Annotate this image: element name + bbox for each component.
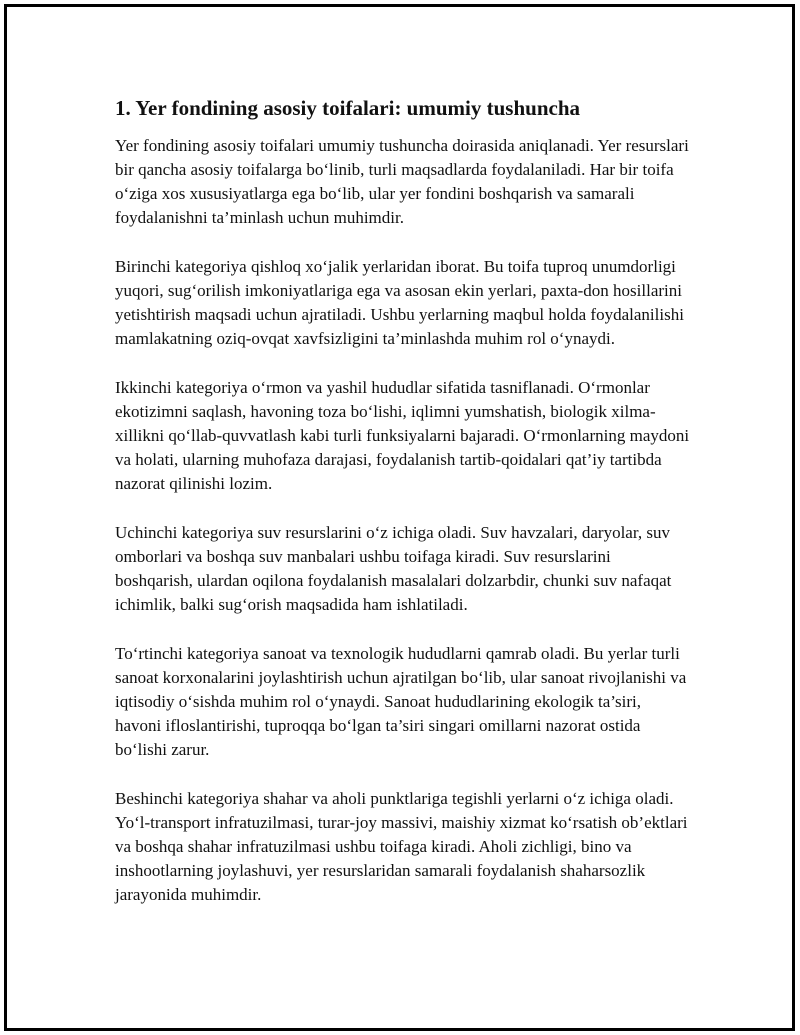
section-heading: 1. Yer fondining asosiy toifalari: umumiy tushuncha bbox=[115, 96, 580, 120]
document-body bbox=[115, 95, 690, 932]
paragraph-industrial-land: To‘rtinchi kategoriya sanoat va texnologik hududlarni qamrab oladi. Bu yerlar turli sanoat korxonalarini joylashtirish uchun ajratilgan bo‘lib, ular sanoat rivojlanishi va iqtisodiy o‘sishda muhim rol o‘ynaydi. Sanoat hududlarining ekologik ta’siri, havoni ifloslantirishi, tuproqqa bo‘lgan ta’siri singari omillarni nazorat ostida bo‘lishi zarur. bbox=[115, 644, 687, 759]
paragraph-intro: Yer fondining asosiy toifalari umumiy tushuncha doirasida aniqlanadi. Yer resurslari bir qancha asosiy toifalarga bo‘linib, turli maqsadlarda foydalaniladi. Har bir toifa o‘ziga xos xususiyatlarga ega bo‘lib, ular yer fondini boshqarish va samarali foydalanishni ta’minlash uchun muhimdir. bbox=[115, 136, 689, 227]
paragraph-water-resources: Uchinchi kategoriya suv resurslarini o‘z ichiga oladi. Suv havzalari, daryolar, suv omborlari va boshqa suv manbalari ushbu toifaga kiradi. Suv resurslarini boshqarish, ulardan oqilona foydalanish masalalari dolzarbdir, chunki suv nafaqat ichimlik, balki sug‘orish maqsadida ham ishlatiladi. bbox=[115, 523, 672, 614]
paragraph-agricultural-land: Birinchi kategoriya qishloq xo‘jalik yerlaridan iborat. Bu toifa tuproq unumdorligi yuqori, sug‘orilish imkoniyatlariga ega va asosan ekin yerlari, paxta-don hosillarini yetishtirish maqsadi uchun ajratiladi. Ushbu yerlarning maqbul holda foydalanilishi mamlakatning oziq-ovqat xavfsizligini ta’minlashda muhim rol o‘ynaydi. bbox=[115, 257, 684, 348]
paragraph-urban-land: Beshinchi kategoriya shahar va aholi punktlariga tegishli yerlarni o‘z ichiga oladi. Yo‘l-transport infratuzilmasi, turar-joy massivi, maishiy xizmat ko‘rsatish ob’ektlari va boshqa shahar infratuzilmasi ushbu toifaga kiradi. Aholi zichligi, bino va inshootlarning joylashuvi, yer resurslaridan samarali foydalanish shaharsozlik jarayonida muhimdir. bbox=[115, 789, 688, 904]
paragraph-forest-land: Ikkinchi kategoriya o‘rmon va yashil hududlar sifatida tasniflanadi. O‘rmonlar ekotizimni saqlash, havoning toza bo‘lishi, iqlimni yumshatish, biologik xilma-xillikni qo‘llab-quvvatlash kabi turli funksiyalarni bajaradi. O‘rmonlarning maydoni va holati, ularning muhofaza darajasi, foydalanish tartib-qoidalari qat’iy tartibda nazorat qilinishi lozim. bbox=[115, 378, 690, 493]
